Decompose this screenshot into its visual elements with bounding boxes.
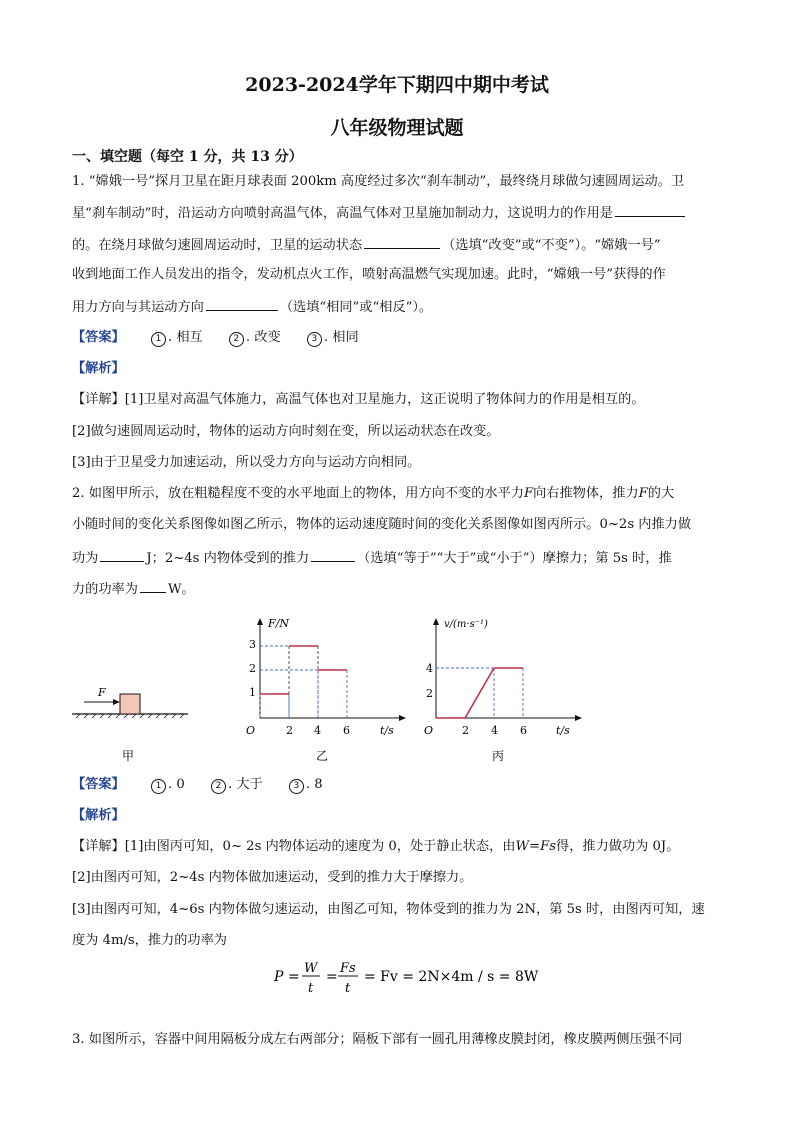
x-tick-label: 4 (491, 724, 498, 737)
x-tick-label: 2 (286, 724, 293, 737)
q1-line-4: 收到地面工作人员发出的指令，发动机点火工作，喷射高温燃气实现加速。此时，“嫦娥一号”获得的作 (72, 267, 666, 282)
object-box (120, 694, 140, 714)
q2-detail-2: [2]由图丙可知，2~4s 内物体做加速运动，受到的推力大于摩擦力。 (72, 870, 473, 885)
circle-3-icon: 3 (307, 332, 322, 347)
circle-1-icon: 1 (151, 779, 166, 794)
figure-yi (236, 612, 412, 768)
q2-detail-1: 【详解】[1]由图丙可知，0~ 2s 内物体运动的速度为 0，处于静止状态，由W=Fs得，推力做功为 0J。 (72, 839, 680, 854)
q2-line-3: 功为 J；2~4s 内物体受到的推力 （选填“等于”“大于”或“小于”）摩擦力；第 5s 时，推 (72, 547, 728, 569)
exam-title: 2023-2024学年下期四中期中考试 (245, 74, 549, 96)
formula-tail: = Fv = 2N×4m / s = 8W (364, 969, 539, 985)
svg-text:t: t (345, 981, 351, 996)
circle-2-icon: 2 (229, 332, 244, 347)
answer-blank (206, 296, 278, 311)
x-axis-arrow (399, 715, 406, 721)
circle-3-icon: 3 (289, 779, 304, 794)
q2-detail-4: 度为 4m/s，推力的功率为 (72, 933, 227, 948)
figure-jia-caption: 甲 (122, 749, 135, 763)
answer-blank (311, 547, 355, 562)
figure-bing-caption: 丙 (492, 749, 505, 763)
x-axis-label: t/s (556, 724, 570, 737)
origin-label: O (246, 724, 256, 737)
x-axis-label: t/s (380, 724, 394, 737)
velocity-series (436, 668, 523, 718)
x-axis-arrow (575, 715, 582, 721)
answer-tag: 【答案】 (72, 777, 125, 792)
svg-text:Fs: Fs (340, 961, 356, 976)
force-label: F (98, 686, 106, 699)
guide-lines (260, 646, 347, 718)
figure-jia (66, 680, 196, 770)
q1-line-5: 用力方向与其运动方向 （选填“相同”或“相反”）。 (72, 296, 728, 318)
svg-text:=: = (326, 969, 338, 985)
svg-text:t: t (308, 981, 314, 996)
figure-bing (420, 612, 590, 768)
q2-line-2: 小随时间的变化关系图像如图乙所示，物体的运动速度随时间的变化关系图像如图丙所示。0~2s 内推力做 (72, 517, 692, 532)
q1-line-3: 的。在绕月球做匀速圆周运动时，卫星的运动状态 （选填“改变”或“不变”）。“嫦娥一号” (72, 234, 728, 256)
circle-1-icon: 1 (151, 332, 166, 347)
q1-analysis-tag: 【解析】 (72, 361, 125, 376)
y-tick-label: 4 (426, 662, 433, 675)
y-tick-label: 1 (249, 686, 256, 699)
force-series (260, 646, 347, 694)
y-tick-label: 2 (426, 687, 433, 700)
x-tick-label: 4 (314, 724, 321, 737)
figure-yi-caption: 乙 (316, 749, 329, 763)
q2-detail-3: [3]由图丙可知，4~6s 内物体做匀速运动，由图乙可知，物体受到的推力为 2N，第 5s 时，由图丙可知，速 (72, 902, 705, 917)
y-tick-label: 2 (249, 662, 256, 675)
q1-detail-3: [3]由于卫星受力加速运动，所以受力方向与运动方向相同。 (72, 455, 421, 470)
q2-analysis-tag: 【解析】 (72, 808, 125, 823)
q1-line-1: 1. “嫦娥一号”探月卫星在距月球表面 200km 高度经过多次“刹车制动”，最终绕月球做匀速圆周运动。卫 (72, 174, 685, 189)
x-tick-label: 2 (462, 724, 469, 737)
exam-subtitle: 八年级物理试题 (330, 117, 464, 139)
y-axis-label: F/N (268, 617, 289, 630)
x-tick-label: 6 (343, 724, 350, 737)
answer-blank (140, 578, 166, 593)
y-axis-label: v/(m·s⁻¹) (444, 619, 488, 630)
series-segment (465, 668, 494, 718)
svg-text:P: P (274, 969, 284, 985)
answer-tag: 【答案】 (72, 330, 125, 345)
force-arrowhead (113, 699, 120, 705)
answer-blank (100, 547, 144, 562)
svg-text:=: = (288, 969, 300, 985)
x-tick-label: 6 (520, 724, 527, 737)
y-axis-arrow (257, 618, 263, 625)
q2-answer: 【答案】 1 . 0 2 . 大于 3 . 8 (72, 777, 323, 792)
q1-detail-1: 【详解】[1]卫星对高温气体施力，高温气体也对卫星施力，这正说明了物体间力的作用是相互的。 (72, 392, 645, 407)
answer-blank (615, 202, 685, 217)
q3-line-1: 3. 如图所示，容器中间用隔板分成左右两部分；隔板下部有一圆孔用薄橡皮膜封闭，橡皮膜两侧压强不同 (72, 1032, 683, 1047)
circle-2-icon: 2 (211, 779, 226, 794)
origin-label: O (424, 724, 434, 737)
q1-detail-2: [2]做匀速圆周运动时，物体的运动方向时刻在变，所以运动状态在改变。 (72, 424, 500, 439)
q1-line-2: 星“刹车制动”时，沿运动方向喷射高温气体，高温气体对卫星施加制动力，这说明力的作用是 (72, 202, 728, 224)
section-heading: 一、填空题（每空 1 分，共 13 分） (72, 149, 303, 165)
power-formula (270, 954, 540, 998)
q2-line-1: 2. 如图甲所示，放在粗糙程度不变的水平地面上的物体，用方向不变的水平力F向右推物体，推力F的大 (72, 486, 675, 501)
y-tick-label: 3 (249, 638, 256, 651)
q2-line-4: 力的功率为 W。 (72, 578, 728, 600)
q1-answer: 【答案】 1 . 相互 2 . 改变 3 . 相同 (72, 330, 359, 345)
svg-text:W: W (304, 961, 318, 976)
answer-blank (364, 234, 440, 249)
y-axis-arrow (433, 618, 439, 625)
